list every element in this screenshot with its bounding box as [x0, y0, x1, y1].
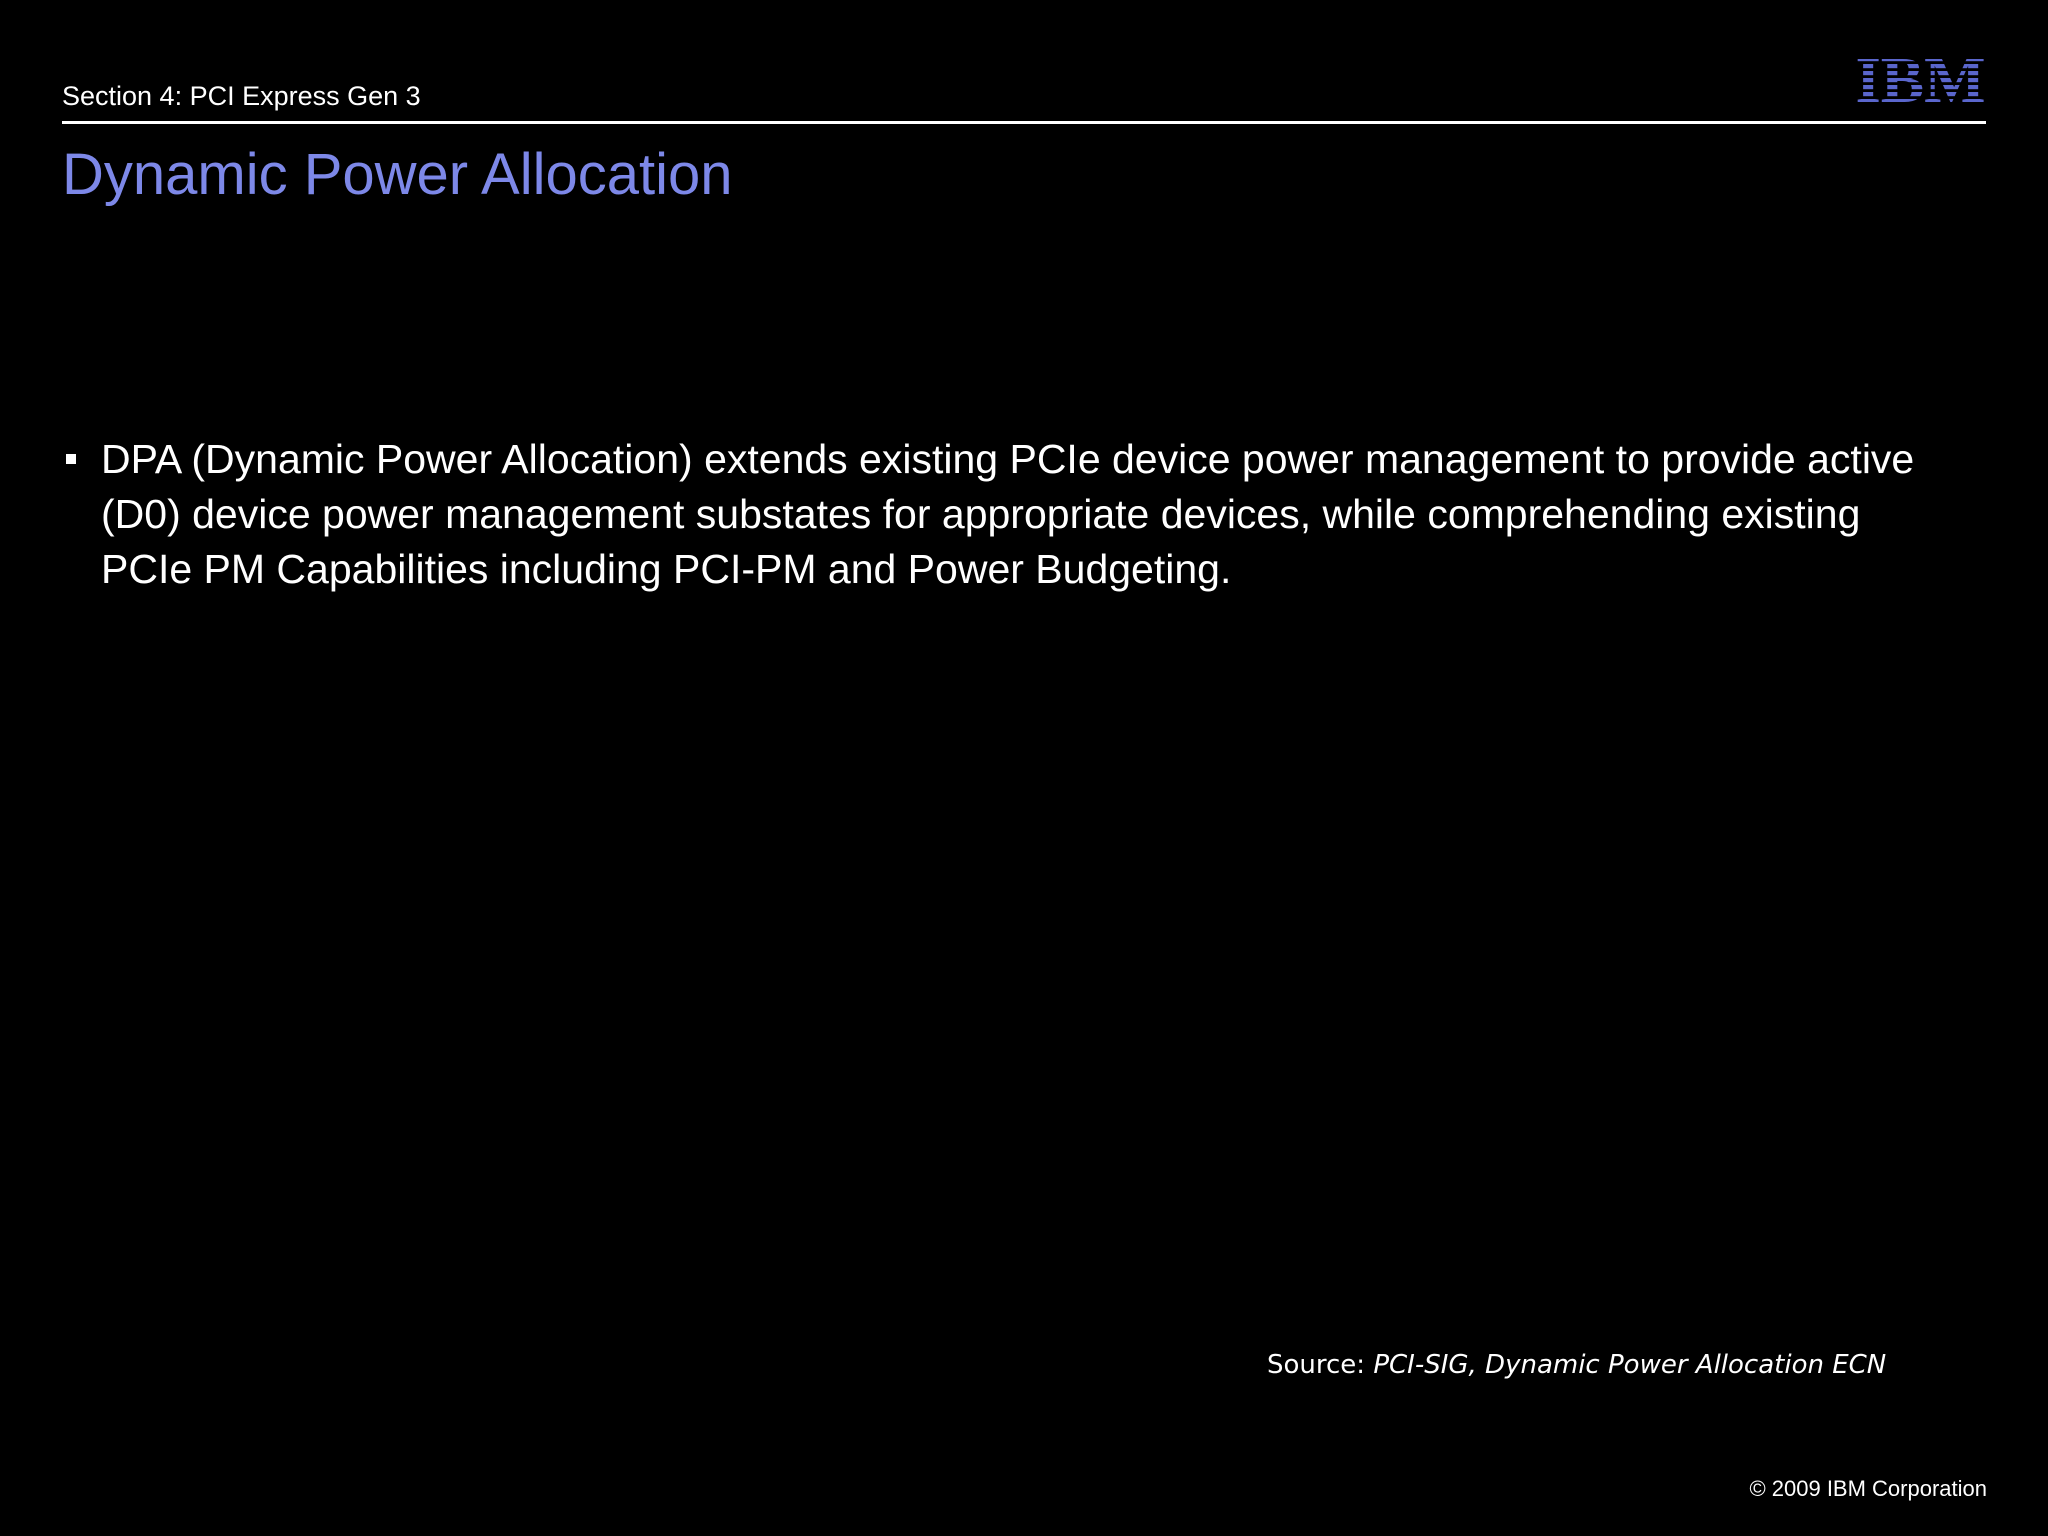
source-citation — [1267, 1348, 1886, 1382]
header-divider — [62, 121, 1986, 124]
copyright-notice: © 2009 IBM Corporation — [1749, 1476, 1987, 1501]
section-label: Section 4: PCI Express Gen 3 — [62, 81, 421, 111]
bullet-list — [62, 432, 1942, 597]
source-reference: PCI-SIG, Dynamic Power Allocation ECN — [1373, 1350, 1887, 1380]
square-bullet-icon — [66, 454, 76, 464]
source-label: Source: — [1267, 1350, 1374, 1380]
bullet-text: DPA (Dynamic Power Allocation) extends existing PCIe device power management to provide active (D0) device power management substates for appropriate devices, while comprehending existing PCIe PM Capabilities including PCI-PM and Power Budgeting. — [101, 436, 1915, 592]
ibm-logo — [1854, 50, 1987, 106]
bullet-item — [62, 432, 1942, 597]
slide-title: Dynamic Power Allocation — [62, 142, 733, 207]
